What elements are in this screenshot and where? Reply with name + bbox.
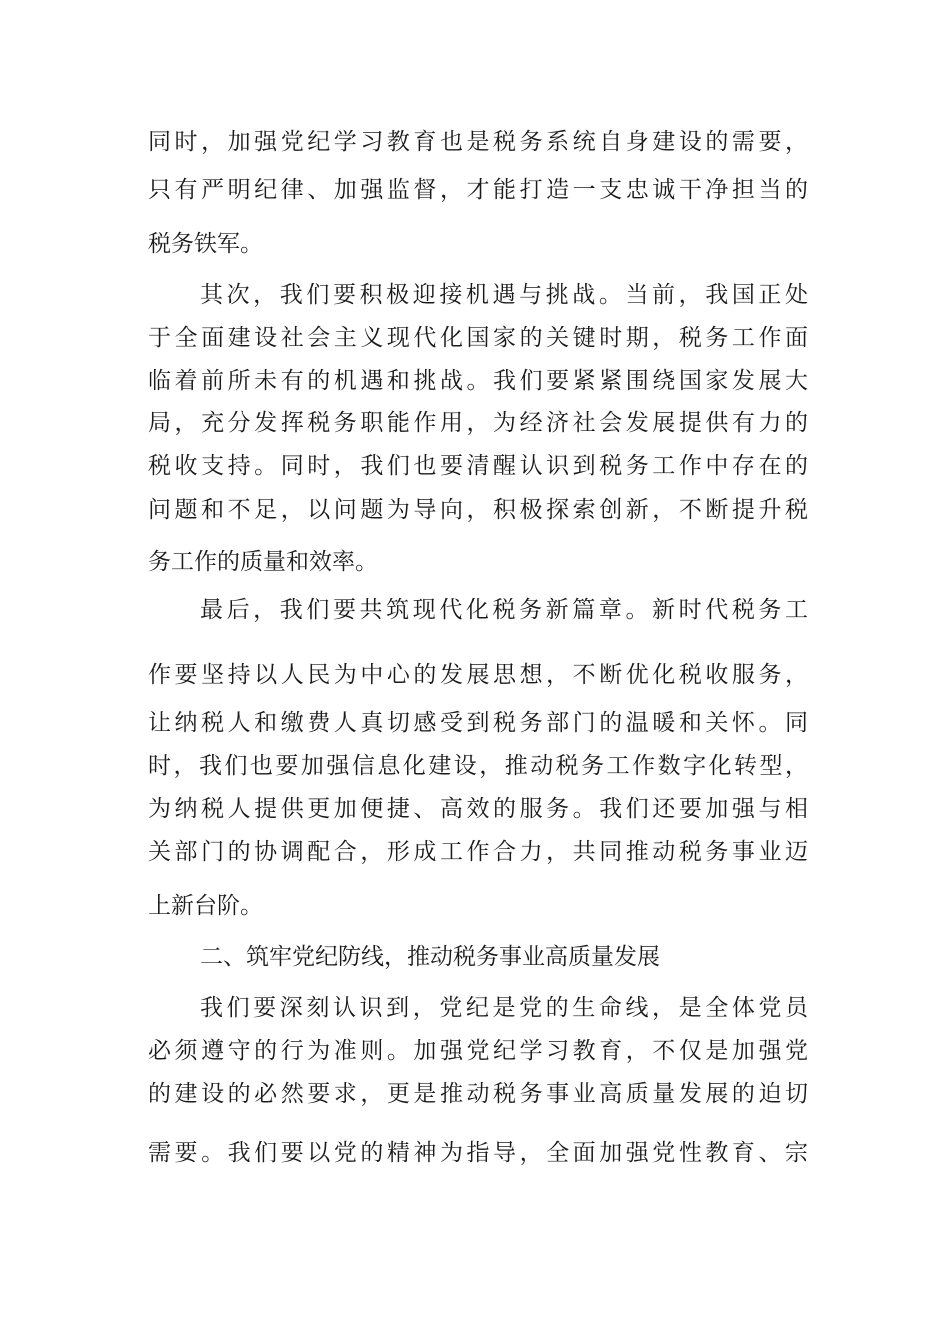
paragraph-first-line: 我们要深刻认识到，党纪是党的生命线，是全体党员 [200,995,808,1021]
text-line: 需要。我们要以党的精神为指导，全面加强党性教育、宗 [148,1140,808,1166]
text-line: 税收支持。同时，我们也要清醒认识到税务工作中存在的 [148,453,808,479]
text-line: 临着前所未有的机遇和挑战。我们要紧紧围绕国家发展大 [148,368,808,394]
text-line: 作要坚持以人民为中心的发展思想，不断优化税收服务， [148,662,808,688]
text-line: 问题和不足，以问题为导向，积极探索创新，不断提升税 [148,497,808,523]
text-line: 关部门的协调配合，形成工作合力，共同推动税务事业迈 [148,839,808,865]
text-line: 于全面建设社会主义现代化国家的关键时期，税务工作面 [148,325,808,351]
text-line: 务工作的质量和效率。 [148,549,378,575]
paragraph-first-line: 最后，我们要共筑现代化税务新篇章。新时代税务工 [200,597,808,623]
text-line: 让纳税人和缴费人真切感受到税务部门的温暖和关怀。同 [148,710,808,736]
text-line: 必须遵守的行为准则。加强党纪学习教育，不仅是加强党 [148,1038,808,1064]
text-line: 同时，加强党纪学习教育也是税务系统自身建设的需要， [148,129,808,155]
text-line: 上新台阶。 [148,893,263,919]
text-line: 税务铁军。 [148,231,263,257]
text-line: 为纳税人提供更加便捷、高效的服务。我们还要加强与相 [148,796,808,822]
text-line: 局，充分发挥税务职能作用，为经济社会发展提供有力的 [148,410,808,436]
text-line: 只有严明纪律、加强监督，才能打造一支忠诚干净担当的 [148,177,808,203]
text-line: 时，我们也要加强信息化建设，推动税务工作数字化转型， [148,753,808,779]
text-line: 的建设的必然要求，更是推动税务事业高质量发展的迫切 [148,1081,808,1107]
section-heading: 二、筑牢党纪防线，推动税务事业高质量发展 [200,944,660,970]
paragraph-first-line: 其次，我们要积极迎接机遇与挑战。当前，我国正处 [200,282,808,308]
